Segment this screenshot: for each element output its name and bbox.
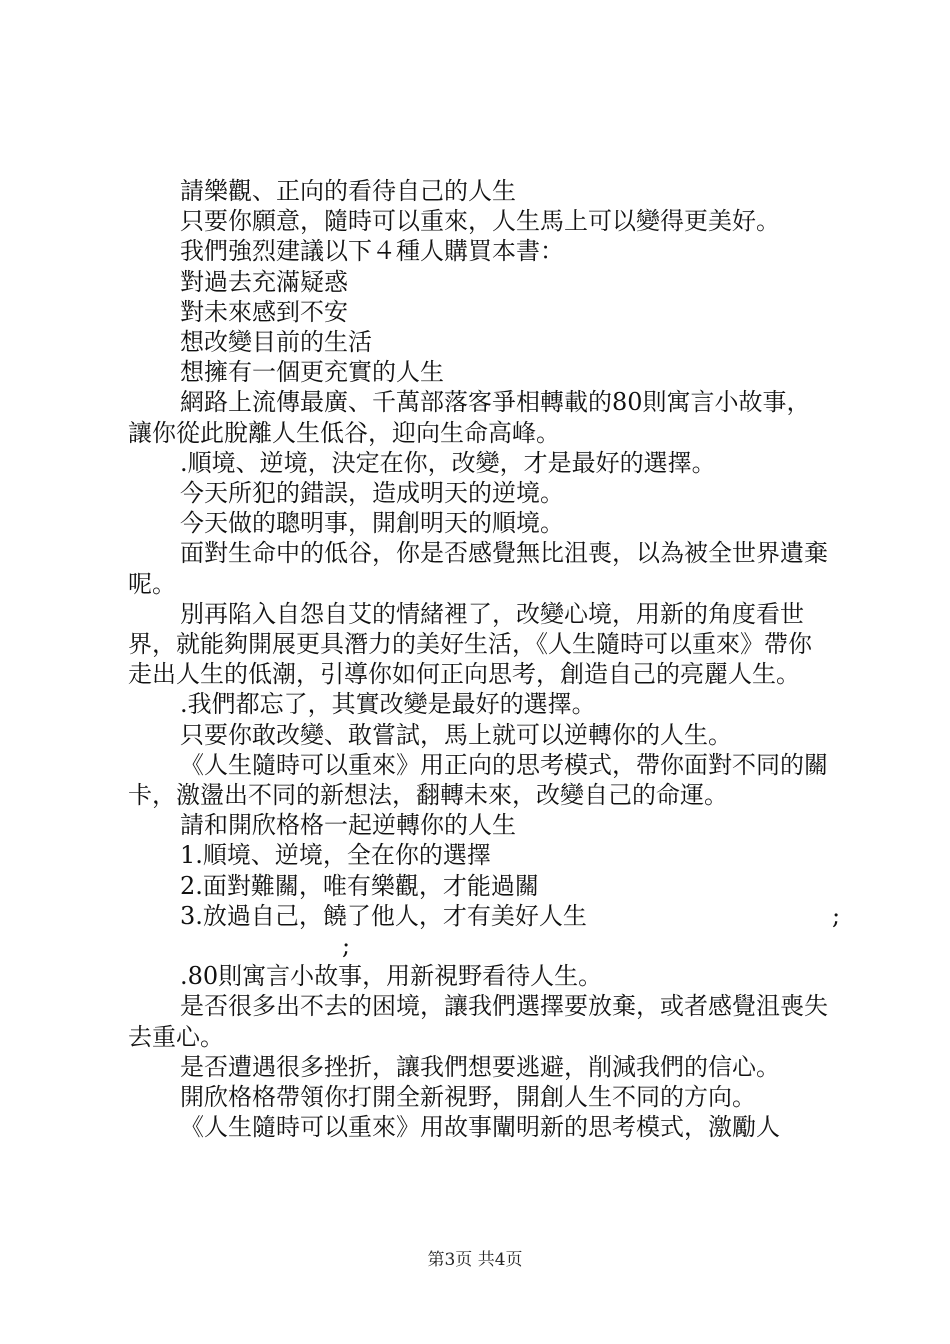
list-item: 1.順境、逆境，全在你的選擇: [180, 841, 491, 870]
paragraph: .80則寓言小故事，用新視野看待人生。: [180, 962, 603, 991]
list-item-row: [128, 901, 841, 960]
paragraph: 今天做的聰明事，開創明天的順境。: [180, 509, 564, 538]
list-item: 2.面對難關，唯有樂觀，才能過關: [180, 871, 539, 900]
paragraph: 是否很多出不去的困境，讓我們選擇要放棄，或者感覺沮喪失去重心。: [128, 992, 828, 1051]
paragraph: 是否遭遇很多挫折，讓我們想要逃避，削減我們的信心。: [180, 1052, 780, 1081]
paragraph: 只要你敢改變、敢嘗試，馬上就可以逆轉你的人生。: [180, 720, 732, 749]
paragraph: .順境、逆境，決定在你，改變，才是最好的選擇。: [180, 448, 716, 477]
page-number-footer: 第3页 共4页: [427, 1250, 523, 1270]
paragraph: 只要你願意，隨時可以重來，人生馬上可以變得更美好。: [180, 207, 780, 236]
paragraph: 想改變目前的生活: [180, 328, 372, 357]
paragraph: 請樂觀、正向的看待自己的人生: [180, 177, 516, 205]
paragraph: 想擁有一個更充實的人生: [180, 358, 444, 387]
paragraph: 對未來感到不安: [180, 297, 348, 326]
paragraph: 網路上流傳最廣、千萬部落客爭相轉載的80則寓言小故事，讓你從此脫離人生低谷，迎向生命高峰。: [128, 388, 811, 447]
paragraph: 請和開欣格格一起逆轉你的人生: [180, 811, 516, 840]
paragraph: 我們強烈建議以下４種人購買本書：: [180, 237, 564, 266]
paragraph: 面對生命中的低谷，你是否感覺無比沮喪，以為被全世界遺棄呢。: [128, 539, 828, 598]
stray-semicolon: ;: [832, 901, 841, 930]
paragraph: 《人生隨時可以重來》用故事闡明新的思考模式，激勵人: [180, 1113, 780, 1142]
paragraph: 今天所犯的錯誤，造成明天的逆境。: [180, 479, 564, 508]
paragraph: .我們都忘了，其實改變是最好的選擇。: [180, 690, 596, 719]
paragraph: 《人生隨時可以重來》用正向的思考模式，帶你面對不同的關卡，激盪出不同的新想法，翻轉未來，改變自己的命運。: [128, 750, 828, 810]
stray-semicolon: ;: [342, 931, 351, 960]
paragraph: 開欣格格帶領你打開全新視野，開創人生不同的方向。: [180, 1083, 756, 1112]
spacer: [128, 931, 828, 961]
paragraph: 別再陷入自怨自艾的情緒裡了，改變心境，用新的角度看世界，就能夠開展更具潛力的美好生活，《人生隨時可以重來》帶你走出人生的低潮，引導你如何正向思考，創造自己的亮麗人生。: [128, 599, 812, 689]
list-item: 3.放過自己，饒了他人，才有美好人生: [180, 901, 587, 930]
body-text: [128, 176, 841, 1142]
paragraph: 對過去充滿疑惑: [180, 267, 348, 296]
